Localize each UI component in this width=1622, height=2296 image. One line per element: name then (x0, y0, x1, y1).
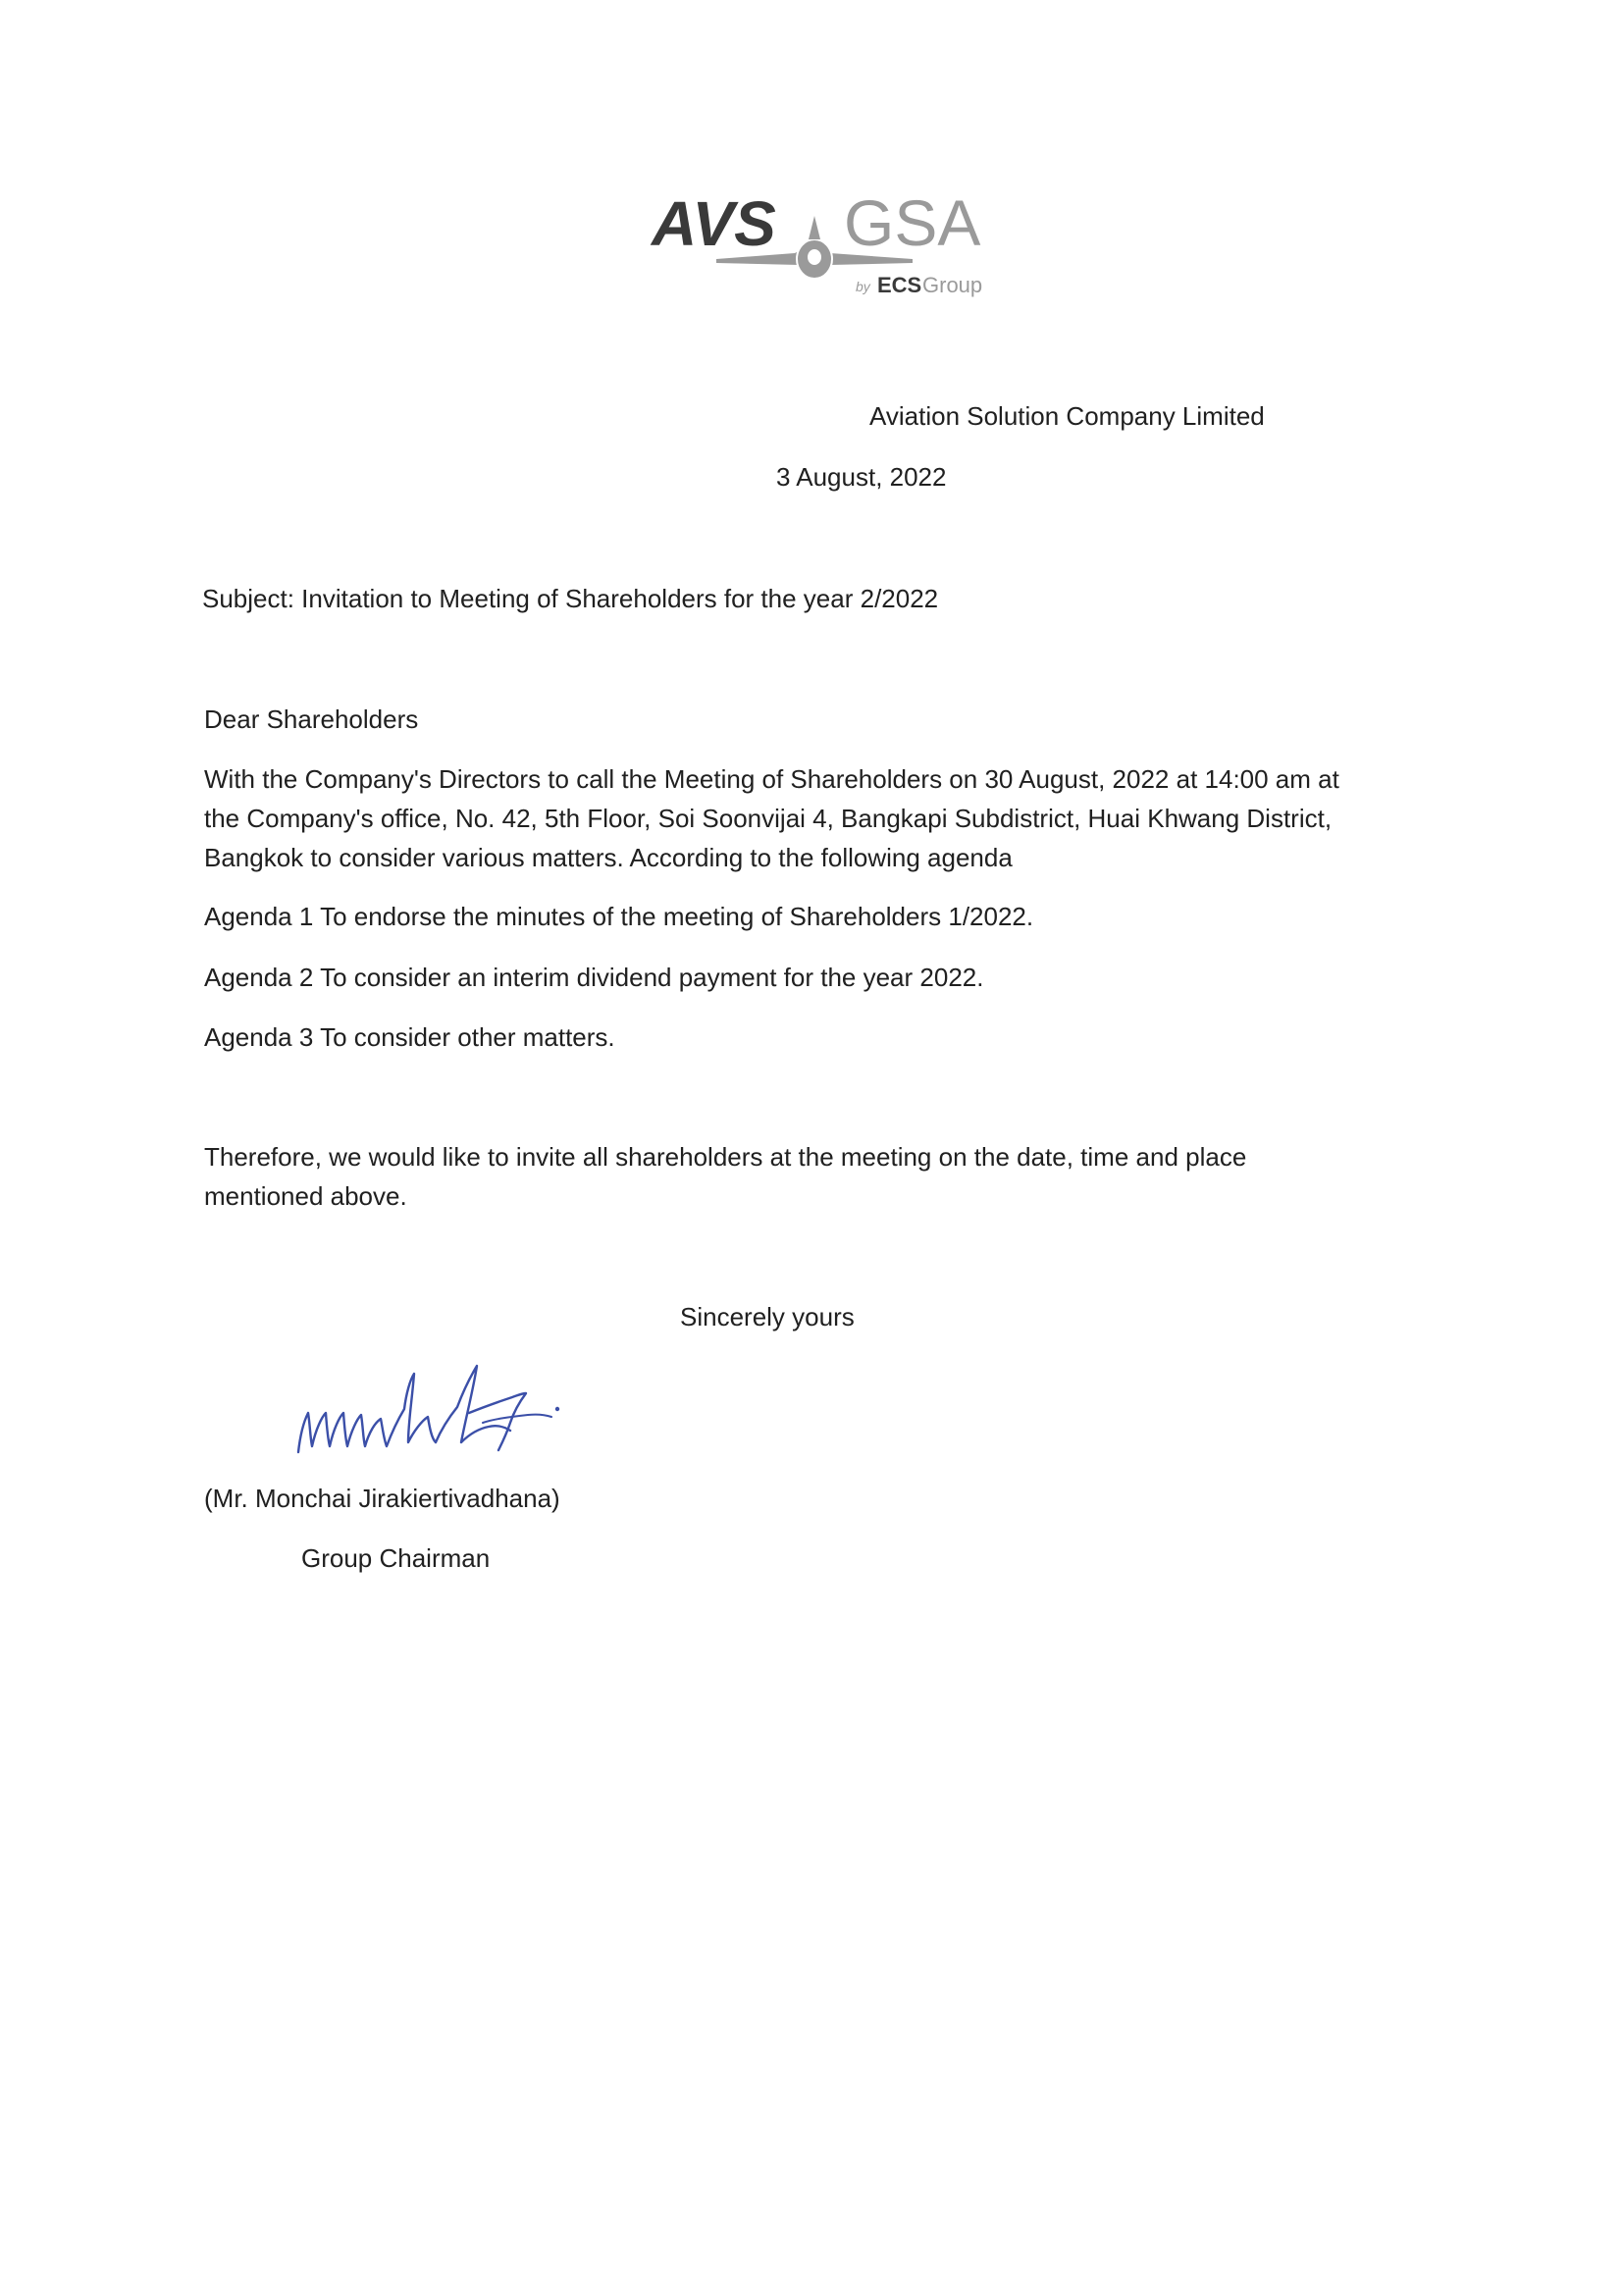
plane-nose-shape (809, 216, 820, 239)
plane-window-shape (808, 249, 821, 265)
logo-group-text: Group (922, 273, 983, 297)
company-name: Aviation Solution Company Limited (869, 401, 1265, 431)
letter-date: 3 August, 2022 (776, 462, 947, 492)
salutation: Dear Shareholders (204, 704, 419, 734)
logo-by-text: by (856, 279, 870, 294)
signatory-name: (Mr. Monchai Jirakiertivadhana) (204, 1484, 560, 1513)
sign-off: Sincerely yours (680, 1302, 855, 1331)
body-line: the Company's office, No. 42, 5th Floor, Soi Soonvijai 4, Bangkapi Subdistrict, Huai Khwang District, (204, 804, 1333, 833)
agenda-item: Agenda 2 To consider an interim dividend payment for the year 2022. (204, 963, 984, 992)
logo-avs-text: AVS (652, 188, 776, 259)
agenda-item: Agenda 3 To consider other matters. (204, 1022, 615, 1052)
letter-subject: Subject: Invitation to Meeting of Shareholders for the year 2/2022 (202, 584, 939, 613)
closing-line: Therefore, we would like to invite all shareholders at the meeting on the date, time and place (204, 1142, 1247, 1172)
signatory-title: Group Chairman (301, 1543, 491, 1573)
company-logo (648, 177, 1001, 304)
logo-gsa-text: GSA (844, 186, 981, 259)
logo-ecs-text: ECS (877, 273, 922, 297)
handwritten-signature (287, 1344, 620, 1467)
body-line: Bangkok to consider various matters. According to the following agenda (204, 843, 1013, 872)
body-line: With the Company's Directors to call the Meeting of Shareholders on 30 August, 2022 at 14:00 am at (204, 764, 1339, 794)
agenda-item: Agenda 1 To endorse the minutes of the meeting of Shareholders 1/2022. (204, 902, 1034, 931)
closing-line: mentioned above. (204, 1181, 407, 1211)
